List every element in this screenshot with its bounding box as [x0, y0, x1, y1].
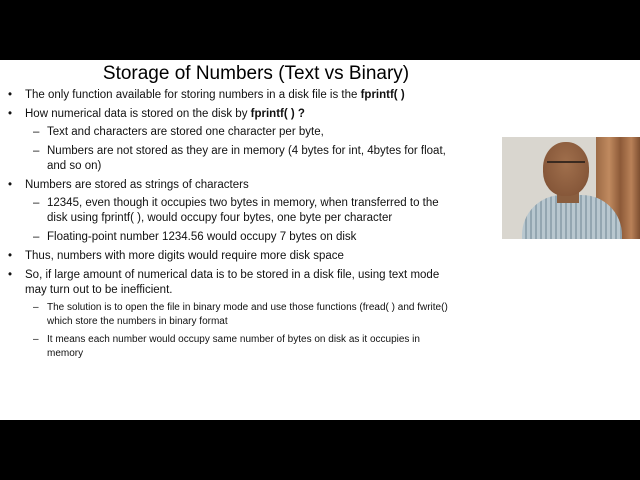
bullet-item — [6, 268, 454, 361]
letterbox-top — [0, 0, 640, 60]
sub-bullet-list — [25, 196, 454, 245]
presenter-glasses — [547, 161, 585, 171]
sub-bullet-list — [25, 301, 454, 361]
bullet-item — [6, 107, 454, 174]
sub-bullet-item: – It means each number would occupy same number of bytes on disk as it occupies in memory — [27, 333, 454, 361]
slide-title: Storage of Numbers (Text vs Binary) — [102, 63, 410, 84]
bullet-text: How numerical data is stored on the disk by — [25, 108, 251, 120]
sub-bullet-item: – Text and characters are stored one character per byte, — [27, 125, 454, 140]
presenter-webcam-feed — [502, 137, 640, 239]
bullet-item — [6, 178, 454, 245]
bullet-text: Thus, numbers with more digits would require more disk space — [25, 250, 344, 262]
sub-bullet-list — [25, 125, 454, 174]
sub-bullet-item: – 12345, even though it occupies two bytes in memory, when transferred to the disk using fprintf( ), would occupy four bytes, one byte per character — [27, 196, 454, 226]
sub-bullet-item: – Numbers are not stored as they are in memory (4 bytes for int, 4bytes for float, and so on) — [27, 144, 454, 174]
presentation-slide — [0, 60, 640, 420]
sub-bullet-item: – The solution is to open the file in binary mode and use those functions (fread( ) and fwrite() which store the numbers in binary format — [27, 301, 454, 329]
slide-content — [6, 88, 454, 365]
bullet-list — [6, 88, 454, 361]
bullet-text: So, if large amount of numerical data is to be stored in a disk file, using text mode may turn out to be inefficient. — [25, 269, 440, 296]
bullet-item — [6, 88, 454, 103]
bullet-bold-text: fprintf( ) — [360, 89, 405, 101]
sub-bullet-item: – Floating-point number 1234.56 would occupy 7 bytes on disk — [27, 230, 454, 245]
bullet-item — [6, 249, 454, 264]
bullet-bold-text: fprintf( ) ? — [250, 108, 305, 120]
bullet-text: Numbers are stored as strings of characters — [25, 179, 249, 191]
bullet-text: The only function available for storing numbers in a disk file is the — [25, 89, 361, 101]
letterbox-bottom — [0, 420, 640, 480]
